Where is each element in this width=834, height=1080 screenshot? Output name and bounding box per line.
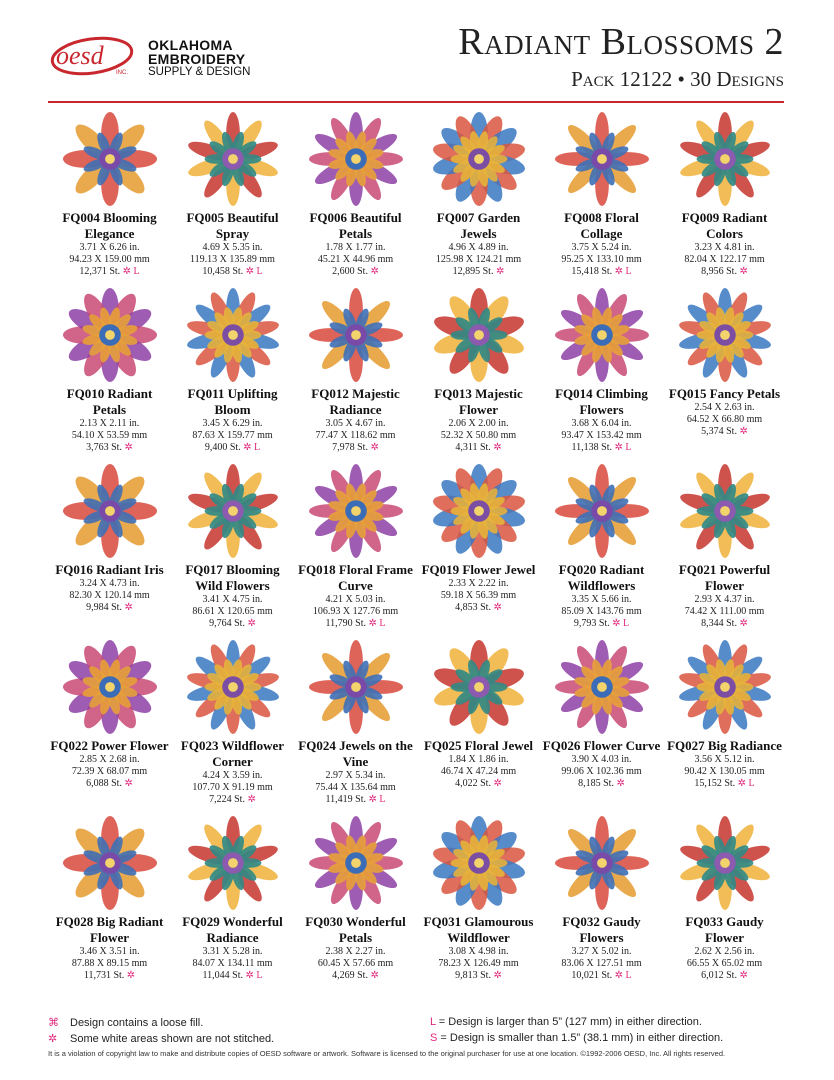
design-card (663, 812, 786, 988)
design-card (540, 812, 663, 988)
design-stitch-line (540, 266, 663, 278)
embroidery-design-image (306, 110, 406, 208)
design-name: FQ019 Flower Jewel (421, 562, 536, 577)
design-size-mm: 52.32 X 50.80 mm (440, 430, 517, 441)
design-stitch-count: 11,044 St. (202, 970, 243, 981)
design-name: FQ029 Wonderful Radiance (182, 914, 283, 945)
page-title: Radiant Blossoms 2 (458, 21, 784, 63)
design-size-inches: 1.84 X 1.86 in. (448, 754, 509, 765)
large-symbol: L (430, 1016, 436, 1028)
embroidery-design-image (60, 286, 160, 384)
design-stitch-line (48, 442, 171, 454)
design-stitch-count: 8,344 St. (701, 618, 737, 629)
embroidery-design-image (675, 638, 775, 736)
design-symbols: ✲ L (737, 778, 755, 789)
design-name: FQ017 Blooming Wild Flowers (185, 562, 280, 593)
design-name: FQ016 Radiant Iris (55, 562, 164, 577)
design-stitch-line (48, 970, 171, 982)
design-stitch-count: 8,185 St. (578, 778, 614, 789)
design-stitch-count: 9,984 St. (86, 602, 122, 613)
design-card (417, 108, 540, 284)
design-card (48, 108, 171, 284)
design-name: FQ014 Climbing Flowers (555, 386, 648, 417)
design-stitch-count: 3,763 St. (86, 442, 122, 453)
embroidery-design-image (675, 462, 775, 560)
design-stitch-line (294, 266, 417, 278)
design-card (171, 636, 294, 812)
design-symbols: ✲ (739, 970, 748, 981)
design-size-mm: 77.47 X 118.62 mm (315, 430, 396, 441)
design-size-inches: 3.90 X 4.03 in. (571, 754, 632, 765)
embroidery-design-image (183, 286, 283, 384)
design-stitch-count: 7,978 St. (332, 442, 368, 453)
design-symbols: ✲ L (245, 266, 263, 277)
design-stitch-line (294, 794, 417, 806)
embroidery-design-image (183, 462, 283, 560)
design-size-inches: 2.38 X 2.27 in. (325, 946, 386, 957)
design-card (48, 812, 171, 988)
design-size-mm: 64.52 X 66.80 mm (686, 414, 763, 425)
embroidery-design-image (60, 110, 160, 208)
design-stitch-count: 11,138 St. (571, 442, 612, 453)
design-stitch-line (663, 266, 786, 278)
design-stitch-count: 7,224 St. (209, 794, 245, 805)
design-size-mm: 83.06 X 127.51 mm (561, 958, 642, 969)
design-stitch-line (294, 970, 417, 982)
design-size-inches: 2.54 X 2.63 in. (694, 402, 755, 413)
design-card (540, 108, 663, 284)
design-card (663, 636, 786, 812)
design-stitch-line (417, 602, 540, 614)
design-size-inches: 4.69 X 5.35 in. (202, 242, 263, 253)
design-name: FQ032 Gaudy Flowers (562, 914, 641, 945)
design-name: FQ025 Floral Jewel (423, 738, 534, 753)
embroidery-design-image (60, 462, 160, 560)
design-symbols: ✲ L (368, 794, 386, 805)
design-size-mm: 45.21 X 44.96 mm (317, 254, 394, 265)
embroidery-design-image (60, 814, 160, 912)
design-stitch-count: 11,731 St. (83, 970, 125, 981)
design-grid (48, 108, 786, 988)
design-name: FQ018 Floral Frame Curve (298, 562, 413, 593)
design-stitch-count: 5,374 St. (701, 426, 737, 437)
sun-icon: ✲ (48, 1033, 58, 1045)
design-name: FQ028 Big Radiant Flower (55, 914, 164, 945)
design-symbols: ✲ L (614, 970, 632, 981)
design-name: FQ004 Blooming Elegance (62, 210, 157, 241)
legend-loose-fill (48, 1016, 203, 1029)
embroidery-design-image (306, 814, 406, 912)
design-size-mm: 107.70 X 91.19 mm (192, 782, 273, 793)
design-stitch-line (48, 778, 171, 790)
design-size-mm: 66.55 X 65.02 mm (686, 958, 763, 969)
design-stitch-count: 8,956 St. (701, 266, 737, 277)
large-text: = Design is larger than 5” (127 mm) in either direction. (435, 1016, 702, 1028)
design-symbols: ✲ (370, 442, 379, 453)
embroidery-design-image (429, 814, 529, 912)
design-symbols: ✲ L (614, 442, 632, 453)
loose-fill-text: Design contains a loose fill. (70, 1017, 204, 1029)
design-name: FQ009 Radiant Colors (681, 210, 768, 241)
brand-line1: OKLAHOMA (148, 37, 233, 53)
design-size-inches: 3.31 X 5.28 in. (202, 946, 263, 957)
design-stitch-line (171, 618, 294, 630)
design-symbols: ✲ L (612, 618, 630, 629)
legend-white-areas (48, 1032, 274, 1045)
design-symbols: ✲ (126, 970, 136, 981)
design-size-inches: 3.45 X 6.29 in. (202, 418, 263, 429)
design-size-mm: 59.18 X 56.39 mm (440, 590, 517, 601)
design-size-mm: 93.47 X 153.42 mm (561, 430, 642, 441)
design-stitch-count: 11,790 St. (325, 618, 366, 629)
embroidery-design-image (183, 814, 283, 912)
design-card (171, 812, 294, 988)
design-card (540, 636, 663, 812)
design-symbols: ✲ (247, 794, 256, 805)
brand-mark-sub: INC. (116, 70, 128, 76)
design-stitch-line (540, 778, 663, 790)
design-stitch-line (48, 266, 171, 278)
design-stitch-count: 4,853 St. (455, 602, 491, 613)
design-name: FQ006 Beautiful Petals (309, 210, 402, 241)
design-name: FQ024 Jewels on the Vine (298, 738, 413, 769)
design-card (540, 460, 663, 636)
design-stitch-count: 15,152 St. (694, 778, 736, 789)
design-stitch-line (417, 970, 540, 982)
design-stitch-count: 12,895 St. (452, 266, 494, 277)
design-stitch-count: 4,022 St. (455, 778, 491, 789)
design-size-mm: 106.93 X 127.76 mm (312, 606, 399, 617)
design-symbols: ✲ L (368, 618, 386, 629)
design-name: FQ008 Floral Collage (564, 210, 639, 241)
design-size-inches: 3.35 X 5.66 in. (571, 594, 632, 605)
design-size-mm: 86.61 X 120.65 mm (192, 606, 273, 617)
design-stitch-line (417, 778, 540, 790)
design-size-inches: 4.21 X 5.03 in. (325, 594, 386, 605)
design-card (540, 284, 663, 460)
design-name: FQ022 Power Flower (50, 738, 169, 753)
design-card (294, 812, 417, 988)
design-size-inches: 2.13 X 2.11 in. (79, 418, 140, 429)
design-name: FQ021 Powerful Flower (678, 562, 771, 593)
design-size-mm: 78.23 X 126.49 mm (438, 958, 519, 969)
design-stitch-line (663, 970, 786, 982)
design-symbols: ✲ L (614, 266, 632, 277)
brand-name (148, 38, 250, 79)
design-size-inches: 2.97 X 5.34 in. (325, 770, 386, 781)
design-name: FQ013 Majestic Flower (434, 386, 523, 417)
design-symbols: ✲ L (243, 442, 261, 453)
design-card (663, 108, 786, 284)
design-size-mm: 95.25 X 133.10 mm (561, 254, 642, 265)
design-size-mm: 74.42 X 111.00 mm (684, 606, 765, 617)
design-stitch-count: 9,400 St. (204, 442, 241, 453)
design-size-inches: 2.85 X 2.68 in. (79, 754, 140, 765)
design-card (663, 284, 786, 460)
design-symbols: ✲ (739, 618, 748, 629)
embroidery-design-image (429, 110, 529, 208)
design-card (417, 460, 540, 636)
design-size-mm: 90.42 X 130.05 mm (684, 766, 765, 777)
design-stitch-count: 2,600 St. (332, 266, 368, 277)
design-size-mm: 87.63 X 159.77 mm (192, 430, 273, 441)
embroidery-design-image (306, 286, 406, 384)
design-name: FQ026 Flower Curve (542, 738, 661, 753)
design-name: FQ015 Fancy Petals (668, 386, 781, 401)
design-size-mm: 72.39 X 68.07 mm (71, 766, 148, 777)
design-stitch-count: 9,793 St. (573, 618, 610, 629)
design-size-inches: 3.56 X 5.12 in. (694, 754, 755, 765)
design-size-inches: 2.62 X 2.56 in. (694, 946, 755, 957)
design-symbols: ✲ (493, 970, 502, 981)
embroidery-design-image (552, 638, 652, 736)
loose-fill-icon: ⌘ (48, 1017, 59, 1029)
design-symbols: ✲ (493, 602, 502, 613)
design-card (294, 460, 417, 636)
design-name: FQ033 Gaudy Flower (685, 914, 764, 945)
design-name: FQ005 Beautiful Spray (186, 210, 279, 241)
design-size-mm: 85.09 X 143.76 mm (561, 606, 642, 617)
design-stitch-count: 4,269 St. (332, 970, 368, 981)
design-name: FQ011 Uplifting Bloom (187, 386, 278, 417)
design-symbols: ✲ (495, 266, 505, 277)
embroidery-design-image (183, 638, 283, 736)
design-stitch-line (663, 778, 786, 790)
brand-line3: SUPPLY & DESIGN (148, 66, 251, 78)
design-card (417, 812, 540, 988)
design-stitch-line (540, 618, 663, 630)
design-card (48, 284, 171, 460)
embroidery-design-image (675, 286, 775, 384)
design-name: FQ031 Glamourous Wildflower (423, 914, 534, 945)
white-areas-text: Some white areas shown are not stitched. (70, 1033, 275, 1045)
design-size-inches: 3.46 X 3.51 in. (79, 946, 140, 957)
design-stitch-line (48, 602, 171, 614)
design-size-inches: 3.41 X 4.75 in. (202, 594, 263, 605)
design-symbols: ✲ L (245, 970, 263, 981)
embroidery-design-image (675, 814, 775, 912)
design-size-mm: 119.13 X 135.89 mm (190, 254, 275, 265)
embroidery-design-image (552, 286, 652, 384)
design-stitch-count: 10,458 St. (202, 266, 244, 277)
design-stitch-line (417, 266, 540, 278)
design-size-mm: 94.23 X 159.00 mm (69, 254, 150, 265)
design-symbols: ✲ (124, 442, 133, 453)
design-name: FQ030 Wonderful Petals (305, 914, 406, 945)
design-stitch-line (171, 970, 294, 982)
design-card (171, 460, 294, 636)
embroidery-design-image (306, 462, 406, 560)
small-symbol: S (430, 1032, 438, 1044)
design-name: FQ012 Majestic Radiance (311, 386, 400, 417)
design-stitch-count: 6,012 St. (701, 970, 737, 981)
design-size-mm: 46.74 X 47.24 mm (440, 766, 517, 777)
design-stitch-line (294, 442, 417, 454)
design-size-inches: 2.33 X 2.22 in. (448, 578, 509, 589)
embroidery-design-image (183, 110, 283, 208)
design-stitch-line (171, 266, 294, 278)
embroidery-design-image (552, 110, 652, 208)
design-size-inches: 3.24 X 4.73 in. (79, 578, 140, 589)
design-stitch-line (171, 442, 294, 454)
design-symbols: ✲ (370, 266, 379, 277)
design-name: FQ007 Garden Jewels (436, 210, 521, 241)
embroidery-design-image (552, 462, 652, 560)
design-symbols: ✲ (247, 618, 256, 629)
design-size-inches: 3.05 X 4.67 in. (325, 418, 386, 429)
embroidery-design-image (429, 638, 529, 736)
brand-mark-text: oesd (56, 41, 104, 70)
design-stitch-line (663, 618, 786, 630)
design-card (417, 636, 540, 812)
design-size-inches: 3.68 X 6.04 in. (571, 418, 632, 429)
embroidery-design-image (675, 110, 775, 208)
design-size-mm: 82.04 X 122.17 mm (684, 254, 765, 265)
design-stitch-line (294, 618, 417, 630)
oesd-logo-mark (48, 34, 140, 78)
brand-line2: EMBROIDERY (148, 51, 246, 67)
design-size-inches: 4.24 X 3.59 in. (202, 770, 263, 781)
design-stitch-line (417, 442, 540, 454)
design-size-mm: 99.06 X 102.36 mm (561, 766, 642, 777)
design-name: FQ023 Wildflower Corner (180, 738, 285, 769)
embroidery-design-image (552, 814, 652, 912)
design-stitch-count: 9,764 St. (209, 618, 245, 629)
design-size-inches: 2.93 X 4.37 in. (694, 594, 755, 605)
design-size-inches: 3.71 X 6.26 in. (79, 242, 140, 253)
design-card (294, 108, 417, 284)
design-stitch-count: 10,021 St. (571, 970, 613, 981)
design-size-inches: 3.23 X 4.81 in. (694, 242, 755, 253)
embroidery-design-image (306, 638, 406, 736)
design-name: FQ010 Radiant Petals (66, 386, 153, 417)
design-size-inches: 2.06 X 2.00 in. (448, 418, 509, 429)
design-size-mm: 60.45 X 57.66 mm (317, 958, 394, 969)
design-stitch-count: 6,088 St. (86, 778, 122, 789)
design-size-inches: 3.27 X 5.02 in. (571, 946, 632, 957)
copyright-notice: It is a violation of copyright law to make and distribute copies of OESD software or artwork. Software is licensed to the original purchaser for use at one location. ©1992-2006 OESD, Inc. All rights reserved. (48, 1049, 726, 1058)
design-stitch-count: 12,371 St. (79, 266, 121, 277)
design-stitch-line (171, 794, 294, 806)
design-stitch-count: 11,419 St. (325, 794, 366, 805)
design-card (663, 460, 786, 636)
design-symbols: ✲ (493, 778, 502, 789)
design-card (48, 460, 171, 636)
design-card (294, 636, 417, 812)
design-symbols: ✲ (739, 266, 748, 277)
design-size-mm: 75.44 X 135.64 mm (315, 782, 396, 793)
page-subtitle: Pack 12122 • 30 Designs (571, 67, 784, 91)
design-name: FQ027 Big Radiance (667, 738, 782, 753)
design-stitch-count: 4,311 St. (455, 442, 491, 453)
design-card (294, 284, 417, 460)
design-size-inches: 1.78 X 1.77 in. (325, 242, 386, 253)
legend-small (430, 1032, 723, 1044)
design-size-mm: 84.07 X 134.11 mm (192, 958, 273, 969)
header-divider (48, 101, 784, 103)
design-name: FQ020 Radiant Wildflowers (558, 562, 645, 593)
design-stitch-line (663, 426, 786, 438)
embroidery-design-image (429, 462, 529, 560)
design-stitch-line (540, 970, 663, 982)
design-size-mm: 82.30 X 120.14 mm (69, 590, 150, 601)
design-symbols: ✲ (493, 442, 502, 453)
title-block (458, 22, 784, 92)
design-card (417, 284, 540, 460)
design-symbols: ✲ (124, 778, 133, 789)
design-card (48, 636, 171, 812)
design-symbols: ✲ L (122, 266, 140, 277)
design-symbols: ✲ (739, 426, 748, 437)
oesd-logo (48, 34, 278, 82)
design-size-inches: 3.08 X 4.98 in. (448, 946, 509, 957)
design-stitch-count: 9,813 St. (455, 970, 491, 981)
design-size-inches: 3.75 X 5.24 in. (571, 242, 632, 253)
design-size-inches: 4.96 X 4.89 in. (448, 242, 509, 253)
design-stitch-count: 15,418 St. (571, 266, 613, 277)
design-size-mm: 87.88 X 89.15 mm (71, 958, 148, 969)
embroidery-design-image (60, 638, 160, 736)
design-size-mm: 125.98 X 124.21 mm (435, 254, 522, 265)
page-header (0, 0, 834, 104)
small-text: = Design is smaller than 1.5” (38.1 mm) in either direction. (437, 1032, 724, 1044)
design-card (171, 284, 294, 460)
design-symbols: ✲ (124, 602, 133, 613)
design-symbols: ✲ (616, 778, 625, 789)
design-size-mm: 54.10 X 53.59 mm (71, 430, 148, 441)
design-stitch-line (540, 442, 663, 454)
design-card (171, 108, 294, 284)
design-symbols: ✲ (370, 970, 379, 981)
embroidery-design-image (429, 286, 529, 384)
legend-large (430, 1016, 702, 1028)
